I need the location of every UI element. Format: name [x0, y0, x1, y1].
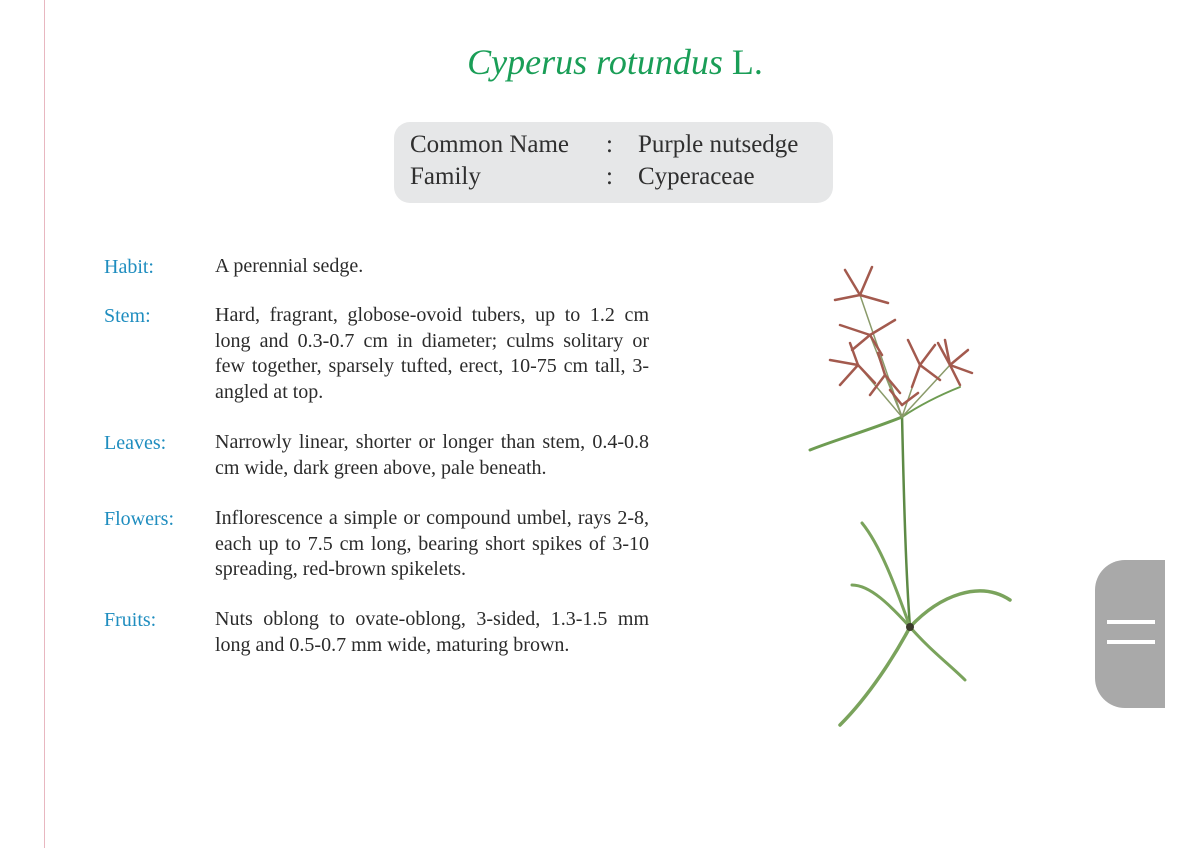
info-colon: :	[606, 163, 613, 190]
info-box	[394, 122, 833, 203]
author-abbreviation: L.	[731, 42, 763, 82]
section-text: Inflorescence a simple or compound umbel, rays 2-8, each up to 7.5 cm long, bearing short spikes of 3-10 spreading, red-brown spikelets.	[215, 507, 649, 580]
section-text: Narrowly linear, shorter or longer than stem, 0.4-0.8 cm wide, dark green above, pale beneath.	[215, 431, 649, 479]
section-label: Fruits:	[104, 609, 157, 631]
section-label: Stem:	[104, 305, 151, 327]
scroll-handle[interactable]	[1095, 560, 1165, 708]
section-text: A perennial sedge.	[215, 255, 364, 277]
page-margin-line	[44, 0, 45, 848]
scientific-name: Cyperus rotundus	[467, 42, 723, 82]
plant-illustration	[800, 255, 1020, 735]
info-value: Purple nutsedge	[638, 131, 799, 158]
section-label: Habit:	[104, 256, 154, 278]
page-title	[0, 40, 1200, 84]
info-colon: :	[606, 131, 613, 158]
info-key: Common Name	[410, 131, 570, 158]
info-key: Family	[410, 163, 481, 190]
section-label: Flowers:	[104, 508, 174, 530]
section-text: Nuts oblong to ovate-oblong, 3-sided, 1.3-1.5 mm long and 0.5-0.7 mm wide, maturing brown.	[215, 608, 649, 656]
info-value: Cyperaceae	[638, 163, 755, 190]
section-label: Leaves:	[104, 432, 167, 454]
section-text: Hard, fragrant, globose-ovoid tubers, up to 1.2 cm long and 0.3-0.7 cm in diameter; culms solitary or few together, sparsely tufted, erect, 10-75 cm tall, 3-angled at top.	[215, 304, 649, 403]
